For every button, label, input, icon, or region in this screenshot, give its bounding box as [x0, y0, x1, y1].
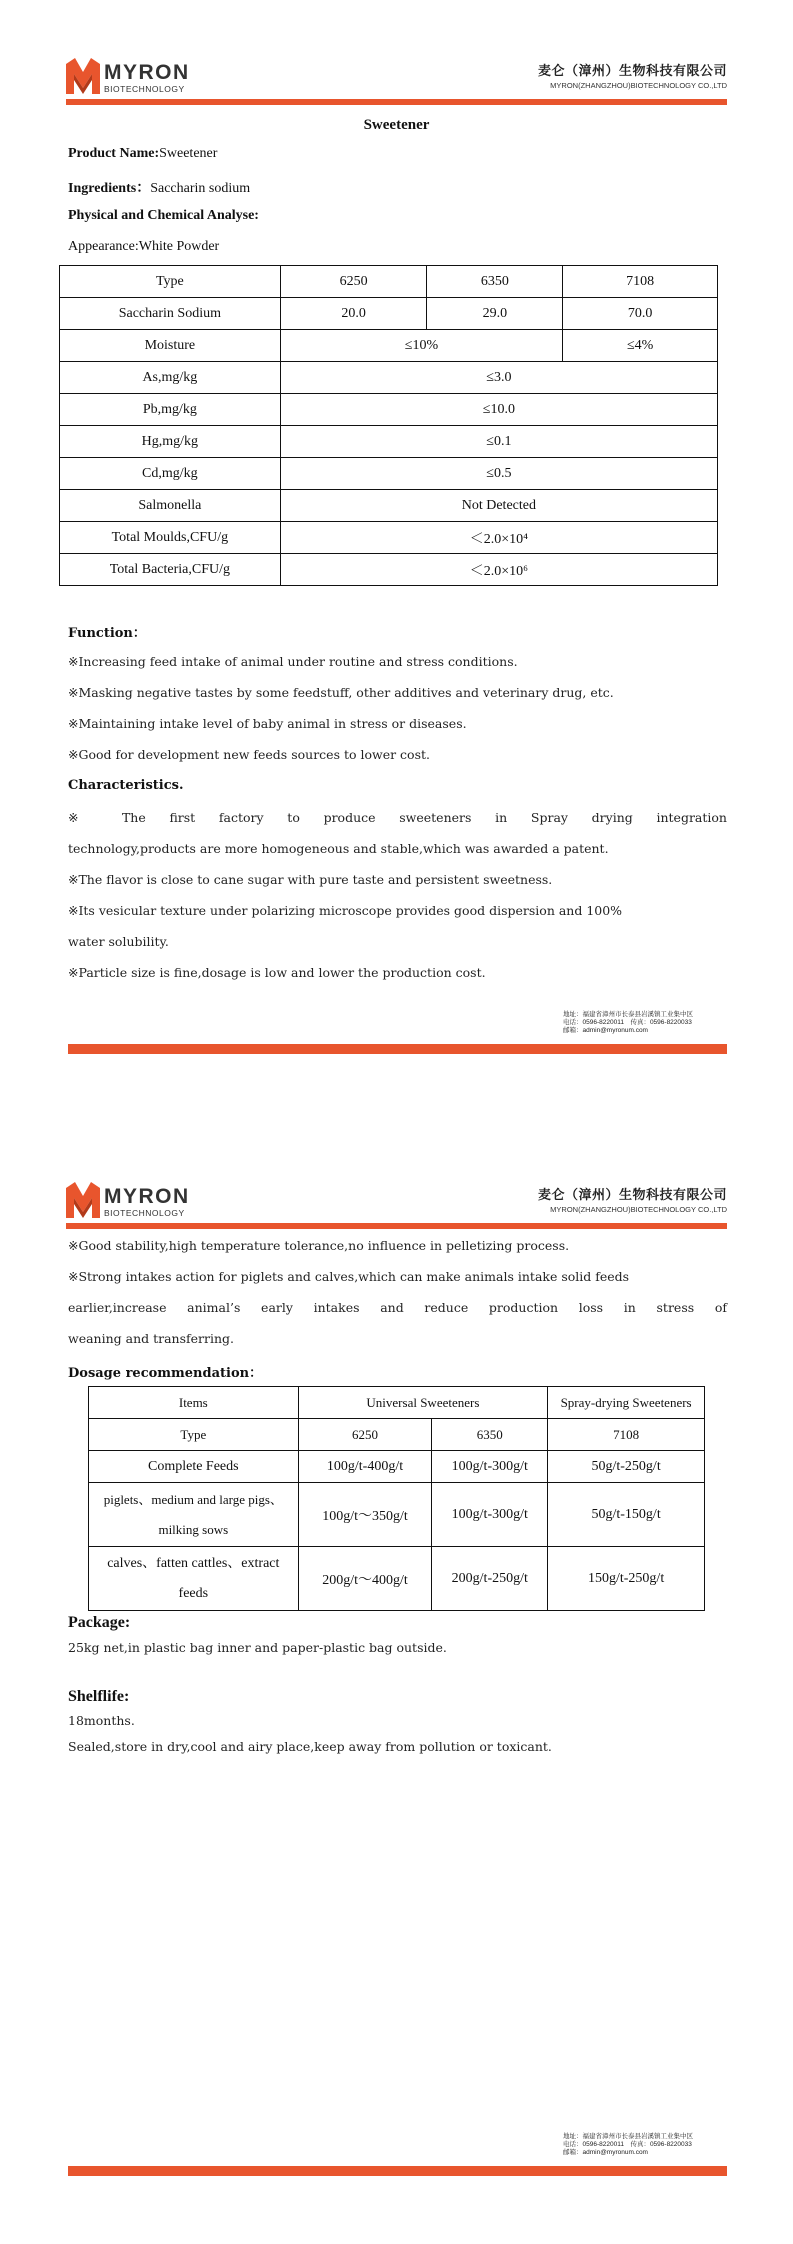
header-divider — [66, 1223, 727, 1229]
dosage-header-row — [89, 1387, 705, 1419]
characteristics-line: ※Its vesicular texture under polarizing microscope provides good dispersion and 100% — [68, 903, 623, 918]
characteristics-line: ※Particle size is fine,dosage is low and lower the production cost. — [68, 965, 486, 980]
package-text: 25kg net,in plastic bag inner and paper-plastic bag outside. — [68, 1640, 447, 1655]
characteristics-line: water solubility. — [68, 934, 169, 949]
footer-email: 邮箱：admin@myronum.com — [563, 1027, 648, 1034]
page-footer-contact — [563, 1011, 693, 1035]
spec-table — [59, 265, 718, 586]
ingredients-value: Saccharin sodium — [150, 181, 251, 196]
dosage-cell: 50g/t-250g/t — [548, 1451, 705, 1483]
header-divider — [66, 99, 727, 105]
company-block — [538, 60, 727, 90]
spec-cell: 20.0 — [280, 298, 427, 330]
product-name-line — [68, 146, 217, 162]
dosage-row — [89, 1483, 705, 1547]
dosage-row — [89, 1451, 705, 1483]
spec-cell: Total Bacteria,CFU/g — [60, 554, 281, 586]
dosage-cell: 100g/t-300g/t — [432, 1483, 548, 1547]
spec-cell: As,mg/kg — [60, 362, 281, 394]
physchem-heading: Physical and Chemical Analyse: — [68, 208, 259, 223]
company-block — [538, 1184, 727, 1214]
function-item: ※Maintaining intake level of baby animal in stress or diseases. — [68, 716, 467, 731]
myron-m-icon — [66, 58, 100, 94]
appearance-line: Appearance:White Powder — [68, 239, 220, 254]
product-name-value: Sweetener — [159, 146, 218, 161]
spec-cell: Not Detected — [280, 490, 717, 522]
dosage-heading: Dosage recommendation： — [68, 1366, 263, 1381]
spec-cell: 70.0 — [563, 298, 718, 330]
footer-address: 地址：福建省漳州市长泰县岩溪镇工业集中区 — [563, 1011, 693, 1018]
footer-divider — [68, 2166, 727, 2176]
spec-row — [60, 458, 718, 490]
company-name-cn: 麦仑（漳州）生物科技有限公司 — [537, 63, 727, 78]
dosage-type-row — [89, 1419, 705, 1451]
spec-header-row — [60, 266, 718, 298]
spec-cell: Saccharin Sodium — [60, 298, 281, 330]
characteristics-line: ※ The first factory to produce sweeteners in Spray drying integration — [68, 810, 727, 825]
spec-cell: Moisture — [60, 330, 281, 362]
product-name-label: Product Name: — [68, 146, 160, 161]
footer-phone: 电话：0596-8220011 传真：0596-8220033 — [563, 2141, 692, 2148]
function-item: ※Masking negative tastes by some feedstuff, other additives and veterinary drug, etc. — [68, 685, 614, 700]
spec-cell: ≤4% — [563, 330, 718, 362]
characteristics-line: ※The flavor is close to cane sugar with pure taste and persistent sweetness. — [68, 872, 553, 887]
dosage-cell: 100g/t～350g/t — [298, 1483, 432, 1547]
dosage-row — [89, 1547, 705, 1611]
spec-cell: ≤0.5 — [280, 458, 717, 490]
spec-row — [60, 426, 718, 458]
benefit-line: weaning and transferring. — [68, 1331, 235, 1346]
dosage-row-label-line: milking sows — [158, 1521, 229, 1537]
footer-email: 邮箱：admin@myronum.com — [563, 2149, 648, 2156]
dosage-cell: 200g/t-250g/t — [432, 1547, 548, 1611]
footer-address: 地址：福建省漳州市长泰县岩溪镇工业集中区 — [563, 2133, 693, 2140]
function-item: ※Increasing feed intake of animal under routine and stress conditions. — [68, 654, 518, 669]
dosage-cell: Type — [89, 1419, 299, 1451]
spec-row — [60, 554, 718, 586]
dosage-cell: 6350 — [432, 1419, 548, 1451]
spec-cell: 7108 — [563, 266, 718, 298]
characteristics-heading: Characteristics. — [68, 778, 184, 793]
dosage-cell: Complete Feeds — [89, 1451, 299, 1483]
myron-m-icon — [66, 1182, 100, 1218]
dosage-cell: 200g/t～400g/t — [298, 1547, 432, 1611]
spec-cell: Hg,mg/kg — [60, 426, 281, 458]
dosage-cell: 6250 — [298, 1419, 432, 1451]
dosage-cell: Spray-drying Sweeteners — [548, 1387, 705, 1419]
spec-row — [60, 522, 718, 554]
dosage-row-label-line: piglets、medium and large pigs、 — [103, 1491, 283, 1507]
dosage-cell: Items — [89, 1387, 299, 1419]
spec-row — [60, 394, 718, 426]
brand-name: MYRON — [104, 1185, 190, 1208]
spec-cell: ＜2.0×10⁴ — [280, 522, 717, 554]
spec-cell: ≤10.0 — [280, 394, 717, 426]
spec-cell: Type — [60, 266, 281, 298]
benefit-line: ※Good stability,high temperature tolerance,no influence in pelletizing process. — [68, 1238, 570, 1253]
dosage-row-label-line: feeds — [178, 1585, 209, 1601]
spec-cell: 6250 — [280, 266, 427, 298]
dosage-cell: 100g/t-300g/t — [432, 1451, 548, 1483]
company-name-cn: 麦仑（漳州）生物科技有限公司 — [537, 1187, 727, 1202]
dosage-table — [88, 1386, 705, 1611]
page-2 — [0, 1122, 793, 2244]
spec-cell: ≤0.1 — [280, 426, 717, 458]
page-footer-contact — [563, 2133, 693, 2157]
benefit-line: earlier,increase animal’s early intakes and reduce production loss in stress of — [68, 1300, 727, 1315]
dosage-cell: 150g/t-250g/t — [548, 1547, 705, 1611]
package-heading: Package: — [68, 1614, 131, 1631]
characteristics-line: technology,products are more homogeneous and stable,which was awarded a patent. — [68, 841, 609, 856]
benefit-line: ※Strong intakes action for piglets and calves,which can make animals intake solid feeds — [68, 1269, 630, 1284]
spec-cell: ≤10% — [280, 330, 563, 362]
shelflife-heading: Shelflife: — [68, 1688, 130, 1705]
document-title: Sweetener — [363, 117, 430, 133]
spec-cell: Total Moulds,CFU/g — [60, 522, 281, 554]
company-name-en: MYRON(ZHANGZHOU)BIOTECHNOLOGY CO.,LTD — [550, 1205, 727, 1214]
footer-divider — [68, 1044, 727, 1054]
spec-cell: ＜2.0×10⁶ — [280, 554, 717, 586]
spec-cell: Cd,mg/kg — [60, 458, 281, 490]
spec-cell: 6350 — [427, 266, 563, 298]
spec-row-saccharin — [60, 298, 718, 330]
spec-cell: ≤3.0 — [280, 362, 717, 394]
spec-cell: 29.0 — [427, 298, 563, 330]
ingredients-line — [68, 177, 250, 197]
spec-cell: Salmonella — [60, 490, 281, 522]
brand-name: MYRON — [104, 61, 190, 84]
dosage-row-label-line: calves、fatten cattles、extract — [107, 1555, 280, 1571]
dosage-cell: 50g/t-150g/t — [548, 1483, 705, 1547]
brand-subtitle: BIOTECHNOLOGY — [104, 84, 185, 94]
dosage-cell: 100g/t-400g/t — [298, 1451, 432, 1483]
spec-row — [60, 490, 718, 522]
spec-row-moisture — [60, 330, 718, 362]
shelflife-months: 18months. — [68, 1713, 135, 1728]
spec-cell: Pb,mg/kg — [60, 394, 281, 426]
function-item: ※Good for development new feeds sources to lower cost. — [68, 747, 430, 762]
company-name-en: MYRON(ZHANGZHOU)BIOTECHNOLOGY CO.,LTD — [550, 81, 727, 90]
dosage-cell — [89, 1483, 299, 1547]
dosage-cell: 7108 — [548, 1419, 705, 1451]
dosage-cell: Universal Sweeteners — [298, 1387, 548, 1419]
dosage-cell — [89, 1547, 299, 1611]
function-heading: Function： — [68, 626, 146, 641]
footer-phone: 电话：0596-8220011 传真：0596-8220033 — [563, 1019, 692, 1026]
ingredients-label: Ingredients： — [68, 181, 151, 196]
storage-text: Sealed,store in dry,cool and airy place,keep away from pollution or toxicant. — [68, 1739, 552, 1754]
brand-subtitle: BIOTECHNOLOGY — [104, 1208, 185, 1218]
spec-row — [60, 362, 718, 394]
